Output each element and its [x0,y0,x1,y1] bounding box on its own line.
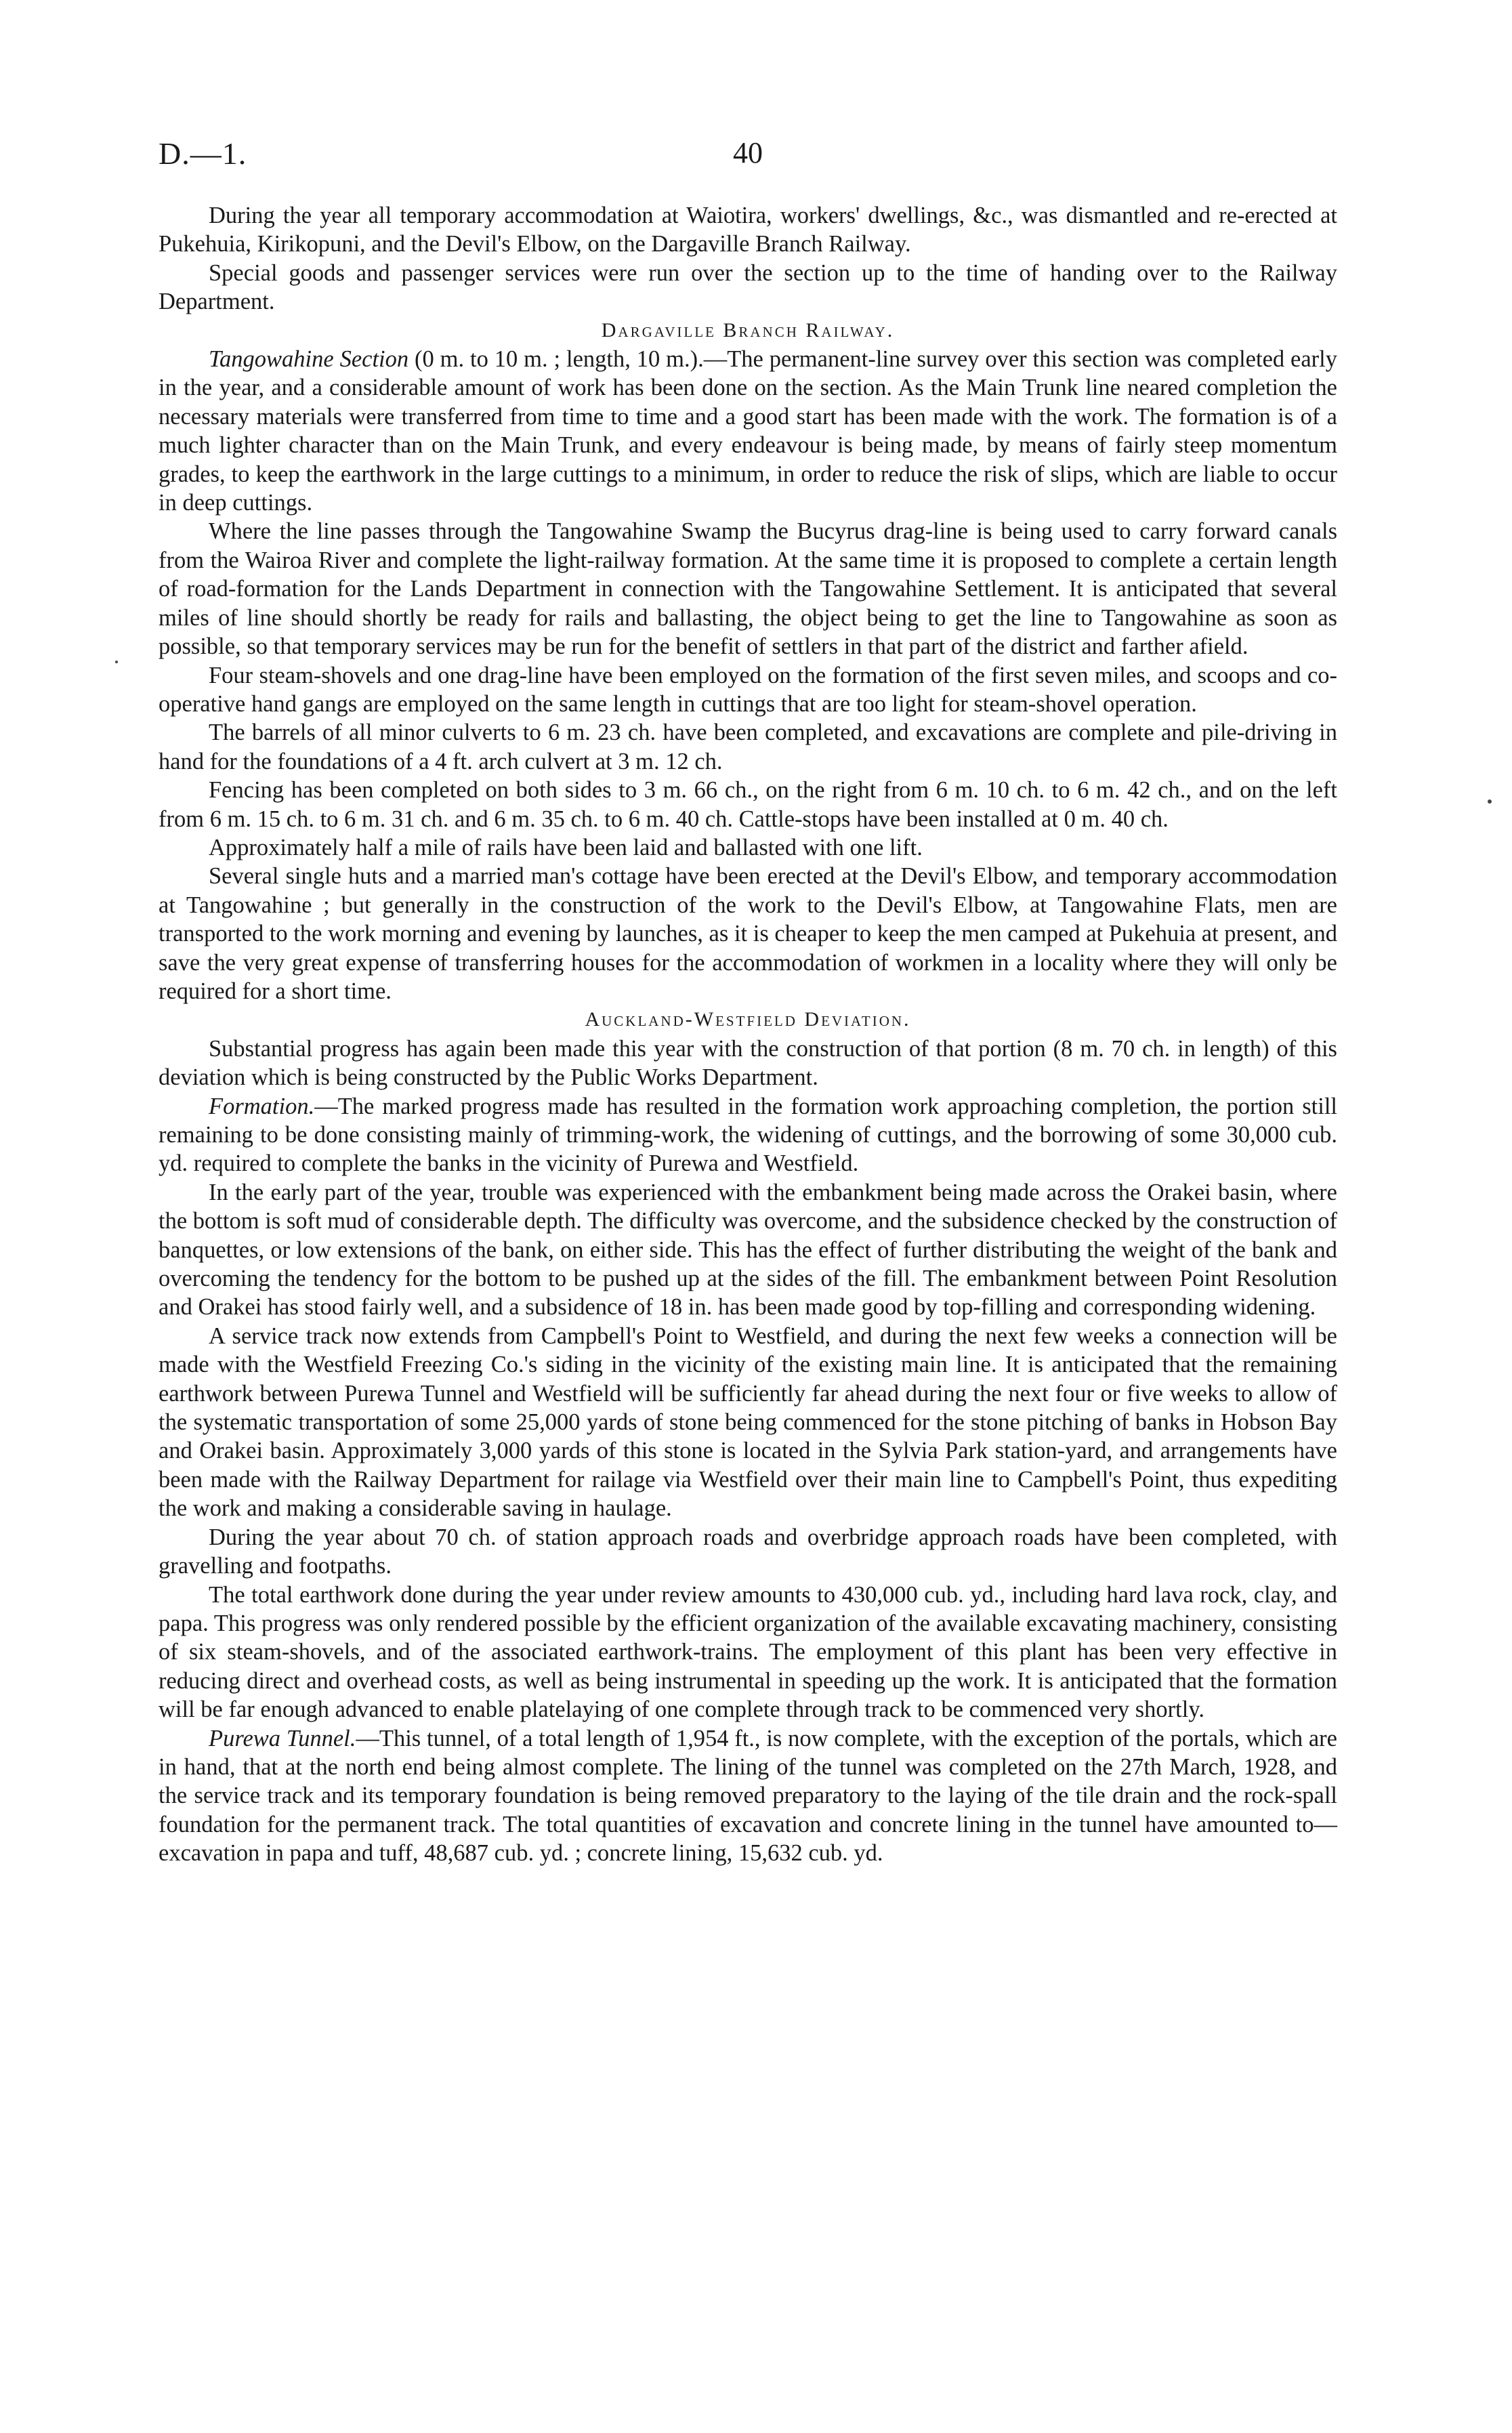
paragraph: Special goods and passenger services were run over the section up to the time of handing over to the Railway Department. [159,259,1337,315]
scan-speck [1488,799,1492,804]
paragraph: The total earthwork done during the year under review amounts to 430,000 cub. yd., including hard lava rock, clay, and papa. This progress was only rendered possible by the efficient organization of the available excavating machinery, consisting of six steam-shovels, and of the associated earthwork-trains. The employment of this plant has been very effective in reducing direct and overhead costs, as well as being instrumental in speeding up the work. It is anticipated that the formation will be far enough advanced to enable platelaying of one complete through track to be commenced very shortly. [159,1581,1337,1723]
section-heading-auckland: Auckland-Westfield Deviation. [585,1008,911,1031]
paragraph: Where the line passes through the Tangowahine Swamp the Bucyrus drag-line is being used to carry forward canals from the Wairoa River and complete the light-railway formation. At the same time it is proposed to complete a certain length of road-formation for the Lands Department in connection with the Tangowahine Settlement. It is anticipated that several miles of line should shortly be ready for rails and ballasting, the object being to get the line to Tangowahine as soon as possible, so that temporary services may be run for the benefit of settlers in that part of the district and farther afield. [159,518,1337,660]
paragraph: A service track now extends from Campbell's Point to Westfield, and during the next few weeks a connection will be made with the Westfield Freezing Co.'s siding in the vicinity of the existing main line. It is anticipated that the remaining earthwork between Purewa Tunnel and Westfield will be sufficiently far ahead during the next four or five weeks to allow of the systematic transportation of some 25,000 yards of stone being commenced for the stone pitching of banks in Hobson Bay and Orakei basin. Approximately 3,000 yards of this stone is located in the Sylvia Park station-yard, and arrangements have been made with the Railway Department for railage via Westfield over their main line to Campbell's Point, thus expediting the work and making a considerable saving in haulage. [159,1323,1337,1522]
page-header [159,136,1337,190]
page-number: 40 [733,136,763,169]
paragraph [159,345,1337,517]
section-heading-dargaville: Dargaville Branch Railway. [601,318,895,341]
paragraph: The barrels of all minor culverts to 6 m. 23 ch. have been completed, and excavations are complete and pile-driving in hand for the foundations of a 4 ft. arch culvert at 3 m. 12 ch. [159,720,1337,774]
paragraph: Several single huts and a married man's cottage have been erected at the Devil's Elbow, and temporary accommodation at Tangowahine ; but generally in the construction of the work to the Devil's Elbow, at Tangowahine Flats, men are transported to the work morning and evening by launches, as it is cheaper to keep the men camped at Pukehuia at present, and save the very great expense of transferring houses for the accommodation of workmen in a locality where they will only be required for a short time. [159,863,1337,1004]
paragraph-text: (0 m. to 10 m. ; length, 10 m.).—The permanent-line survey over this section was completed early in the year, and a considerable amount of work has been done on the section. As the Main Trunk line neared completion the necessary materials were transferred from time to time and a good start has been made with the work. The formation is of a much lighter character than on the Main Trunk, and every endeavour is being made, by means of fairly steep momentum grades, to keep the earthwork in the large cuttings to a minimum, in order to reduce the risk of slips, which are liable to occur in deep cuttings. [159,346,1337,516]
paragraph: During the year all temporary accommodation at Waiotira, workers' dwellings, &c., was dismantled and re-erected at Pukehuia, Kirikopuni, and the Devil's Elbow, on the Dargaville Branch Railway. [159,203,1337,257]
subsection-title: Formation. [209,1093,315,1119]
paragraph: Substantial progress has again been made this year with the construction of that portion (8 m. 70 ch. in length) of this deviation which is being constructed by the Public Works Department. [159,1035,1337,1091]
paragraph-text: —This tunnel, of a total length of 1,954 ft., is now complete, with the exception of the portals, which are in hand, that at the north end being almost complete. The lining of the tunnel was completed on the 27th March, 1928, and the service track and its temporary foundation is being removed preparatory to the laying of the tile drain and the rock-spall foundation for the permanent track. The total quantities of excavation and concrete lining in the tunnel have amounted to—excavation in papa and tuff, 48,687 cub. yd. ; concrete lining, 15,632 cub. yd. [159,1725,1337,1867]
page-body [159,201,1337,1868]
paragraph: During the year about 70 ch. of station approach roads and overbridge approach roads have been completed, with gravelling and footpaths. [159,1524,1337,1579]
paragraph: Fencing has been completed on both sides to 3 m. 66 ch., on the right from 6 m. 10 ch. to 6 m. 42 ch., and on the left from 6 m. 15 ch. to 6 m. 31 ch. and 6 m. 35 ch. to 6 m. 40 ch. Cattle-stops have been installed at 0 m. 40 ch. [159,777,1337,832]
paragraph: Approximately half a mile of rails have been laid and ballasted with one lift. [209,834,923,860]
paragraph [159,1724,1337,1868]
paragraph: In the early part of the year, trouble was experienced with the embankment being made across the Orakei basin, where the bottom is soft mud of considerable depth. The difficulty was overcome, and the subsidence checked by the construction of banquettes, or low extensions of the bank, on either side. This has the effect of further distributing the weight of the bank and overcoming the tendency for the bottom to be pushed up at the sides of the fill. The embankment between Point Resolution and Orakei has stood fairly well, and a subsidence of 18 in. has been made good by top-filling and corresponding widening. [159,1179,1337,1321]
subsection-title: Purewa Tunnel. [209,1725,356,1751]
paragraph [159,1092,1337,1178]
paragraph: Four steam-shovels and one drag-line have been employed on the formation of the first seven miles, and scoops and co-operative hand gangs are employed on the same length in cuttings that are too light for steam-shovel operation. [159,662,1337,717]
paragraph-text: —The marked progress made has resulted in the formation work approaching completion, the portion still remaining to be done consisting mainly of trimming-work, the widening of cuttings, and the borrowing of some 30,000 cub. yd. required to complete the banks in the vicinity of Purewa and Westfield. [159,1093,1337,1177]
subsection-title: Tangowahine Section [209,346,409,373]
document-code: D.—1. [159,136,247,171]
scan-speck [115,661,118,663]
